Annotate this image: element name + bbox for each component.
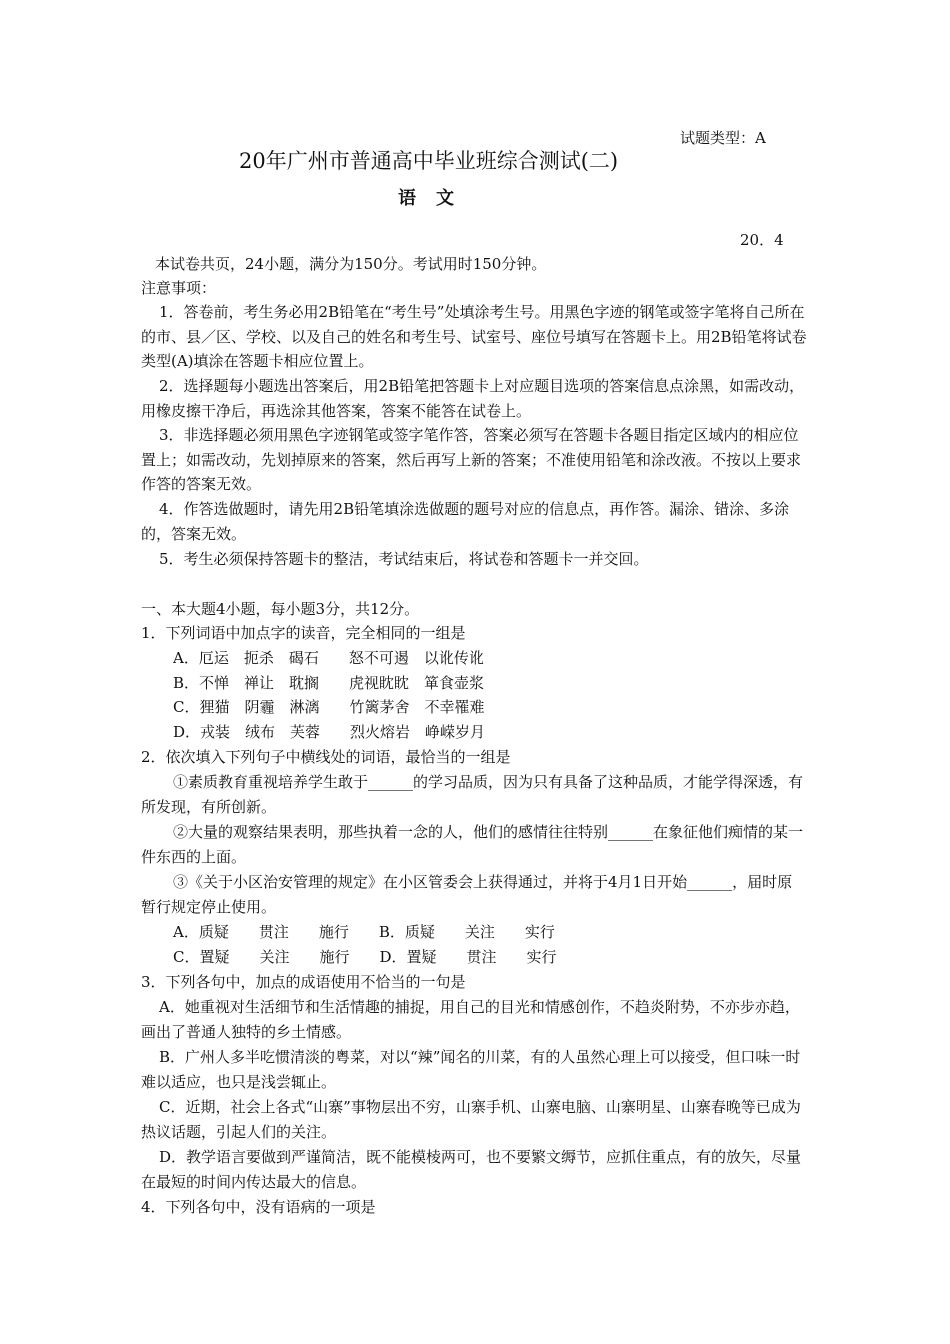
question-3-option-d: D．教学语言要做到严谨简洁，既不能模棱两可，也不要繁文缛节，应抓住重点，有的放矢，尽量在最短的时间内传达最大的信息。 — [141, 1148, 802, 1191]
notice-item-1: 1．答卷前，考生务必用2B铅笔在“考生号”处填涂考生号。用黑色字迹的钢笔或签字笔将自己所在的市、县／区、学校、以及自己的姓名和考生号、试室号、座位号填写在答题卡上。用2B铅笔将试卷类型(A)填涂在答题卡相应位置上。 — [141, 303, 807, 370]
question-2-options-row-1: A．质疑 贯注 施行 B．质疑 关注 实行 — [173, 923, 555, 941]
subject-heading: 语文 — [398, 188, 474, 209]
notice-item-5: 5．考生必须保持答题卡的整洁，考试结束后，将试卷和答题卡一并交回。 — [159, 550, 649, 568]
notice-item-2: 2．选择题每小题选出答案后，用2B铅笔把答题卡上对应题目选项的答案信息点涂黑，如需改动，用橡皮擦干净后，再选涂其他答案，答案不能答在试卷上。 — [141, 377, 805, 420]
question-4-stem: 4．下列各句中，没有语病的一项是 — [141, 1198, 376, 1216]
exam-summary: 本试卷共页，24小题，满分为150分。考试用时150分钟。 — [155, 255, 547, 273]
question-1-option-b: B．不惮 禅让 耽搁 虎视眈眈 箪食壶浆 — [173, 674, 485, 692]
page-title: 20年广州市普通高中毕业班综合测试(二) — [239, 149, 619, 173]
question-1-stem: 1．下列词语中加点字的读音，完全相同的一组是 — [141, 624, 466, 642]
question-1-option-a: A．厄运 扼杀 碣石 怒不可遏 以讹传讹 — [173, 649, 484, 667]
question-3-option-a: A．她重视对生活细节和生活情趣的捕捉，用自己的目光和情感创作，不趋炎附势，不亦步亦趋，画出了普通人独特的乡土情感。 — [141, 998, 800, 1041]
question-3-option-b: B．广州人多半吃惯清淡的粤菜，对以“辣”闻名的川菜，有的人虽然心理上可以接受，但口味一时难以适应，也只是浅尝辄止。 — [141, 1048, 801, 1091]
section-heading: 一、本大题4小题，每小题3分，共12分。 — [141, 600, 420, 618]
question-1-option-d: D．戎装 绒布 芙蓉 烈火熔岩 峥嵘岁月 — [173, 723, 486, 741]
question-2-sentence-1: ①素质教育重视培养学生敢于______的学习品质，因为只有具备了这种品质，才能学得深透，有所发现，有所创新。 — [141, 773, 804, 816]
exam-date: 20．4 — [740, 231, 784, 249]
question-1-option-c: C．狸猫 阴霾 淋漓 竹篱茅舍 不幸罹难 — [173, 698, 485, 716]
question-3-option-c: C．近期，社会上各式“山寨”事物层出不穷，山寨手机、山寨电脑、山寨明星、山寨春晚等已成为热议话题，引起人们的关注。 — [141, 1098, 801, 1141]
notice-item-3: 3．非选择题必须用黑色字迹钢笔或签字笔作答，答案必须写在答题卡各题目指定区域内的相应位置上；如需改动，先划掉原来的答案，然后再写上新的答案；不准使用铅笔和涂改液。不按以上要求作答的答案无效。 — [141, 426, 802, 493]
question-2-sentence-3: ③《关于小区治安管理的规定》在小区管委会上获得通过，并将于4月1日开始______，届时原暂行规定停止使用。 — [141, 873, 793, 916]
notice-title: 注意事项： — [141, 279, 217, 297]
question-2-options-row-2: C．置疑 关注 施行 D．置疑 贯注 实行 — [173, 948, 557, 966]
paper-type-label: 试题类型：A — [680, 129, 766, 147]
question-3-stem: 3．下列各句中，加点的成语使用不恰当的一句是 — [141, 973, 466, 991]
question-2-stem: 2．依次填入下列句子中横线处的词语，最恰当的一组是 — [141, 748, 511, 766]
question-2-sentence-2: ②大量的观察结果表明，那些执着一念的人，他们的感情往往特别______在象征他们痴情的某一件东西的上面。 — [141, 823, 804, 866]
notice-item-4: 4．作答选做题时，请先用2B铅笔填涂选做题的题号对应的信息点，再作答。漏涂、错涂、多涂的，答案无效。 — [141, 500, 790, 543]
